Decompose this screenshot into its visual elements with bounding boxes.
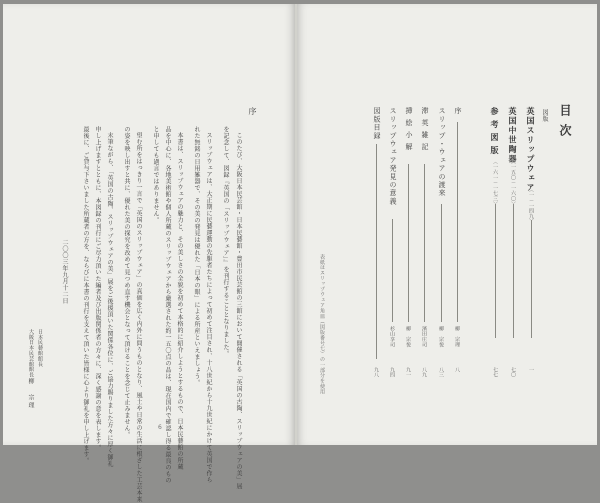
toc-entry-page: 七七 <box>492 367 498 378</box>
leader-line <box>495 204 496 338</box>
leader-line <box>392 219 393 322</box>
toc-entry-title[interactable]: 滞英雑記 <box>421 107 429 155</box>
preface-paragraph: このたび、大阪日本民芸館・日本民藝館・豊田市民芸館の三館において開催される「英国の古陶、スリップウェアの美」展 <box>235 132 242 490</box>
toc-entry-page: 八九 <box>421 367 427 378</box>
toc-entry-author: 杉山享司 <box>389 326 395 348</box>
signature-line: 日本民藝館館長 <box>37 329 43 367</box>
toc-entry-title[interactable]: 参考図版 <box>490 107 500 159</box>
toc-entry-title[interactable]: 挿絵小解 <box>405 107 413 155</box>
preface-paragraph: 末筆ながら、「英国の古陶、スリップウェアの美」展をご後援頂いた関係各位に、ご協力賜りました方々に厚く御礼 <box>106 132 113 467</box>
leader-line <box>513 204 514 338</box>
leader-line <box>376 144 377 359</box>
toc-entry-page: 九一 <box>405 367 411 378</box>
preface-paragraph: スリップウェアは、大正期に民藝運動の先駆者たちによって初めて注目され、十八世紀から十九世紀にかけて英国で作ら <box>205 132 212 483</box>
toc-entry-title[interactable]: スリップ・ウェアの渡来 <box>438 107 446 198</box>
toc-entry-page: 九八 <box>373 367 379 378</box>
toc-entry-author: 濱田庄司 <box>421 326 427 348</box>
signature-line: 大阪日本民芸館館長 <box>28 329 34 378</box>
preface-paragraph: を記念して、図録『英国の「スリップウェア」』を刊行することとなりました。 <box>222 126 229 357</box>
preface-paragraph: 申し上げますとともに、本図録の刊行にご尽力頂いた編者及び出版関係者の方々に、深く感謝の意を表します。 <box>94 126 101 451</box>
toc-entry-page: 一 <box>528 367 534 373</box>
toc-entry-page: 八 <box>454 367 460 373</box>
toc-entry-title[interactable]: 図版目録 <box>373 107 381 140</box>
leader-line <box>531 220 532 338</box>
toc-entry-title[interactable]: 序 <box>454 107 462 116</box>
preface-date: 二〇〇三年九月十二日 <box>61 239 68 304</box>
leader-line <box>408 164 409 322</box>
preface-paragraph: 品を中心に、各地美術館や個人所蔵のスリップウェアから厳選された約一五〇点の品は、現在国内で確認し得る最良のもの <box>164 126 171 484</box>
toc-entry-page: 九四 <box>389 367 395 378</box>
toc-entry-page: 七〇 <box>510 367 516 378</box>
toc-entry-title[interactable]: 英国中世陶器 <box>508 107 518 164</box>
preface-paragraph: 望む所をはっきり一言で「英国のスリップウェア」の真価を広く内外に問うものとなり、風土や日常の生活に根ざした工芸本来 <box>135 132 142 503</box>
preface-paragraph: 最後に、ご貸与下さいました所蔵者の方を、ならびに本書の刊行を支えて頂いた皆様に心より御礼を申し上げます。 <box>82 126 89 464</box>
preface-paragraph: と申しても過言ではありません。 <box>152 126 159 224</box>
toc-entry-range: 〈一－一四九〉 <box>528 187 534 225</box>
preface-page <box>3 4 295 503</box>
toc-entry-author: 柳 宗悦 <box>405 326 411 348</box>
preface-paragraph: 本書は、スリップウェアの魅力と、その美しさの全貌を初めて本格的に紹介しようとするもので、日本民藝館の所蔵 <box>176 132 183 470</box>
toc-entry-title[interactable]: 英国スリップウェア <box>526 107 536 193</box>
signature-name: 柳 宗理 <box>27 378 34 410</box>
toc-page <box>297 4 597 445</box>
page-number: 6 <box>158 424 162 431</box>
toc-entry-range: 〈一五〇－一六〇〉 <box>510 159 516 207</box>
leader-line <box>441 204 442 322</box>
toc-entry-page: 八三 <box>438 367 444 378</box>
toc-entry-author: 柳 宗理 <box>454 326 460 348</box>
leader-line <box>424 164 425 322</box>
preface-paragraph: の姿を映し出すと共に、優れた美の探究を改めて見つめ直す機会となって頂けることを念じて止みません。 <box>123 126 130 438</box>
toc-entry-author: 柳 宗悦 <box>438 326 444 348</box>
cover-note: 表紙はスリップウェア角皿（図版番号七）の一部分を使用 <box>319 254 325 395</box>
plates-label: 図版 <box>541 109 548 122</box>
toc-entry-title[interactable]: スリップウェア発見の意義 <box>389 107 397 206</box>
preface-heading: 序 <box>248 107 257 116</box>
toc-heading: 目次 <box>558 104 572 144</box>
leader-line <box>457 122 458 322</box>
preface-paragraph: れた無銘の日用雑器で、その美の発見は優れた「日本の眼」による所産といえましょう。 <box>193 126 200 386</box>
toc-entry-range: 〈一六一－一七三〉 <box>492 159 498 207</box>
